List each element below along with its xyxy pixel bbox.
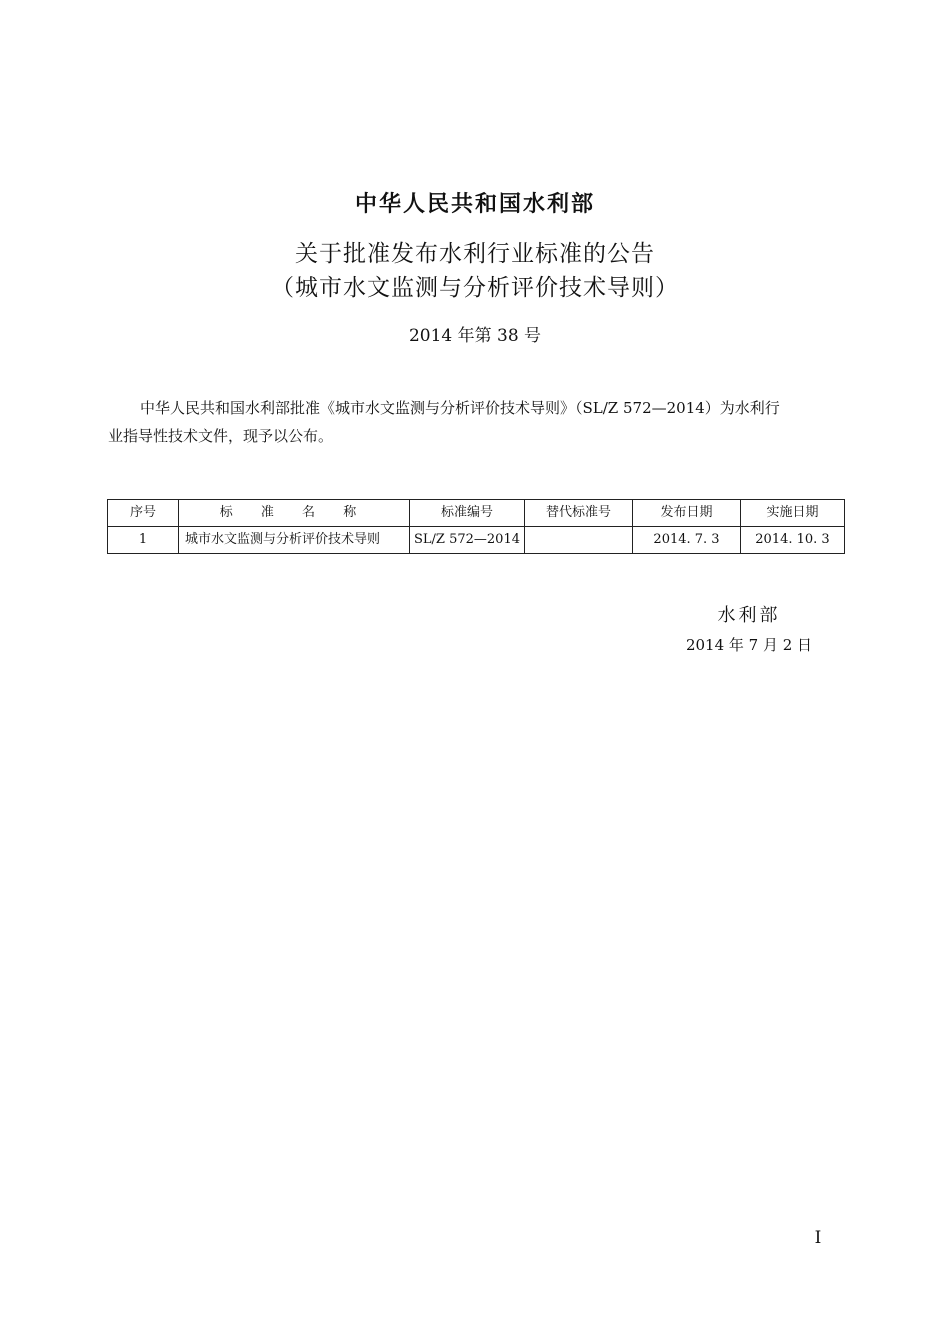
- cell-standard-name: 城市水文监测与分析评价技术导则: [179, 527, 410, 554]
- signature-date: 2014 年 7 月 2 日: [685, 636, 813, 654]
- ministry-title: 中华人民共和国水利部: [354, 192, 595, 217]
- cell-replaced-code: [525, 527, 633, 554]
- notice-title-line2: （城市水文监测与分析评价技术导则）: [271, 275, 679, 301]
- announcement-line2: 业指导性技术文件，现予以公布。: [108, 427, 334, 445]
- col-header-standard-name: 标 准 名 称: [179, 500, 410, 527]
- col-header-replaced-code: 替代标准号: [525, 500, 633, 527]
- notice-title-line1: 关于批准发布水利行业标准的公告: [295, 241, 655, 267]
- cell-standard-code: SL/Z 572—2014: [410, 527, 525, 554]
- table-row: [108, 527, 845, 554]
- col-header-standard-code: 标准编号: [410, 500, 525, 527]
- table-header-row: [108, 500, 845, 527]
- announcement-line1: 中华人民共和国水利部批准《城市水文监测与分析评价技术导则》（SL/Z 572—2014）为水利行: [140, 399, 780, 417]
- cell-effective-date: 2014. 10. 3: [741, 527, 845, 554]
- issuer-signature: 水利部: [717, 605, 781, 626]
- col-header-index: 序号: [108, 500, 179, 527]
- cell-release-date: 2014. 7. 3: [633, 527, 741, 554]
- announcement-body: [108, 394, 844, 450]
- cell-index: 1: [108, 527, 179, 554]
- standards-table: [107, 499, 845, 554]
- col-header-release-date: 发布日期: [633, 500, 741, 527]
- page-number: I: [814, 1228, 822, 1248]
- col-header-effective-date: 实施日期: [741, 500, 845, 527]
- issue-number: 2014 年第 38 号: [408, 326, 542, 346]
